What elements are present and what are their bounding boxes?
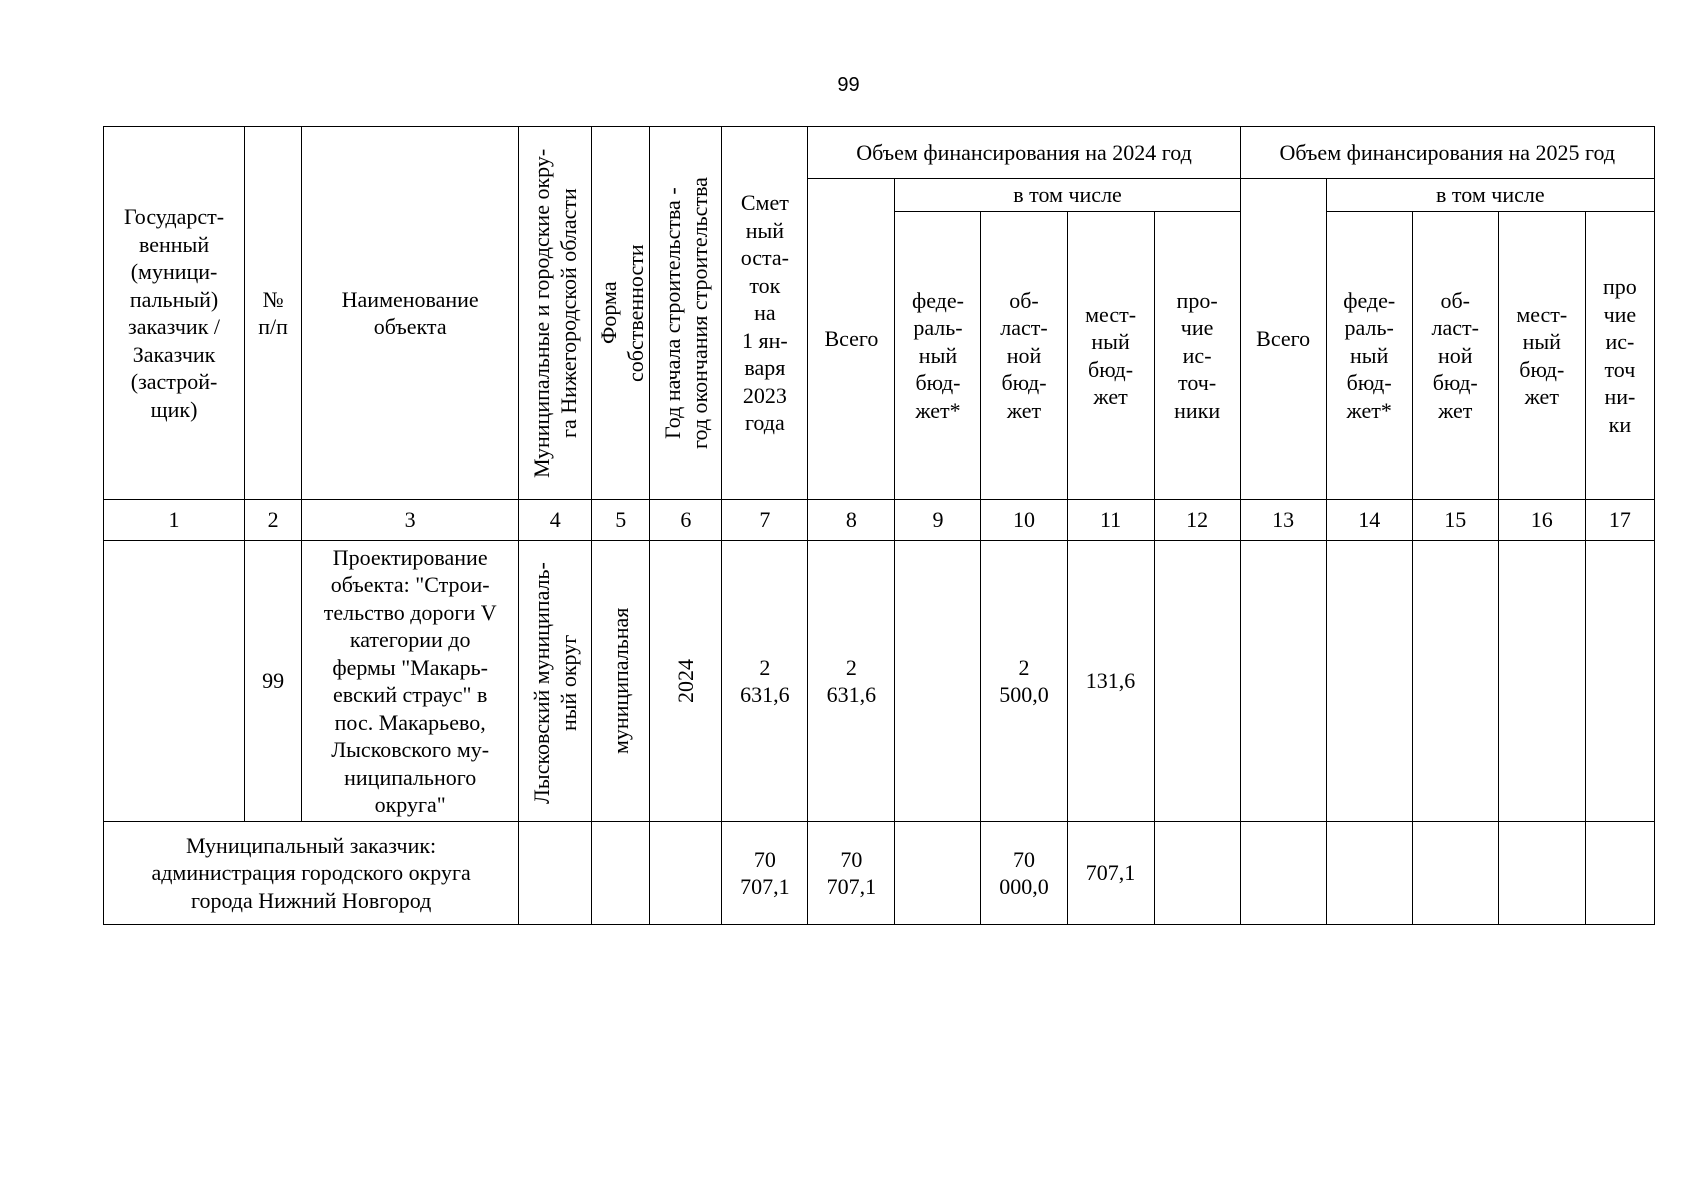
column-number: 16 [1498,500,1585,541]
header-row-top [104,127,1655,179]
total-row-estimate: 70 707,1 [722,822,808,925]
column-number: 5 [592,500,650,541]
header-years [650,127,722,500]
column-number: 10 [981,500,1067,541]
row-object-name: Проектирование объекта: "Строи- тельство дороги V категории до фермы "Макарь- евский страус" в пос. Макарьево, Лысковского му- ниципального округа" [302,541,519,822]
column-number: 3 [302,500,519,541]
header-local-2024: мест- ный бюд- жет [1067,212,1154,500]
total-row-total-2025 [1240,822,1326,925]
row-years [650,541,722,822]
header-ownership [592,127,650,500]
header-federal-2024: феде- раль- ный бюд- жет* [895,212,981,500]
row-total-2025 [1240,541,1326,822]
column-number: 1 [104,500,245,541]
header-fin-2025: Объем финансирования на 2025 год [1240,127,1654,179]
row-ownership-text: муниципальная [608,607,634,755]
row-number: 99 [245,541,302,822]
column-number: 7 [722,500,808,541]
table-row [104,541,1655,822]
total-row-local-2025 [1498,822,1585,925]
header-customer: Государст- венный (муници- пальный) заказчик / Заказчик (застрой- щик) [104,127,245,500]
column-number: 9 [895,500,981,541]
header-estimate: Смет ный оста- ток на 1 ян- варя 2023 года [722,127,808,500]
header-object-name: Наименование объекта [302,127,519,500]
total-row-federal-2025 [1326,822,1412,925]
row-other-2025 [1585,541,1654,822]
page-number: 99 [837,74,860,96]
column-number: 8 [808,500,895,541]
header-years-text: Год начала строительства - год окончания строительства [659,177,712,449]
row-other-2024 [1154,541,1240,822]
row-years-text: 2024 [673,659,699,703]
column-number: 17 [1585,500,1654,541]
construction-financing-table [103,126,1655,925]
column-number: 2 [245,500,302,541]
row-regional-2025 [1412,541,1498,822]
row-federal-2025 [1326,541,1412,822]
total-row-label: Муниципальный заказчик: администрация городского округа города Нижний Новгород [104,822,519,925]
header-other-2024: про- чие ис- точ- ники [1154,212,1240,500]
total-row-local-2024: 707,1 [1067,822,1154,925]
row-federal-2024 [895,541,981,822]
row-regional-2024: 2 500,0 [981,541,1067,822]
column-number: 12 [1154,500,1240,541]
header-other-2025: про чие ис- точ ни- ки [1585,212,1654,500]
total-row-ownership [592,822,650,925]
header-total-2024: Всего [808,179,895,500]
header-number: № п/п [245,127,302,500]
header-incl-2025: в том числе [1326,179,1654,212]
header-federal-2025: феде- раль- ный бюд- жет* [1326,212,1412,500]
header-regional-2025: об- ласт- ной бюд- жет [1412,212,1498,500]
column-number: 14 [1326,500,1412,541]
column-number: 6 [650,500,722,541]
total-row-regional-2024: 70 000,0 [981,822,1067,925]
total-row-other-2024 [1154,822,1240,925]
row-total-2024: 2 631,6 [808,541,895,822]
header-local-2025: мест- ный бюд- жет [1498,212,1585,500]
row-estimate: 2 631,6 [722,541,808,822]
header-fin-2024: Объем финансирования на 2024 год [808,127,1240,179]
row-local-2024: 131,6 [1067,541,1154,822]
column-number: 13 [1240,500,1326,541]
header-municipality [519,127,592,500]
total-row-other-2025 [1585,822,1654,925]
header-municipality-text: Муниципальные и городские окру- га Нижегородской области [529,148,582,478]
total-row-regional-2025 [1412,822,1498,925]
total-row-federal-2024 [895,822,981,925]
column-number: 15 [1412,500,1498,541]
header-ownership-text: Форма собственности [596,244,649,382]
column-numbers-row [104,500,1655,541]
column-number: 11 [1067,500,1154,541]
total-row [104,822,1655,925]
header-total-2025: Всего [1240,179,1326,500]
total-row-municipality [519,822,592,925]
column-number: 4 [519,500,592,541]
header-incl-2024: в том числе [895,179,1240,212]
header-regional-2024: об- ласт- ной бюд- жет [981,212,1067,500]
total-row-total-2024: 70 707,1 [808,822,895,925]
row-municipality-text: Лысковский муниципаль- ный округ [529,562,582,804]
row-ownership [592,541,650,822]
row-customer [104,541,245,822]
row-municipality [519,541,592,822]
row-local-2025 [1498,541,1585,822]
total-row-years [650,822,722,925]
